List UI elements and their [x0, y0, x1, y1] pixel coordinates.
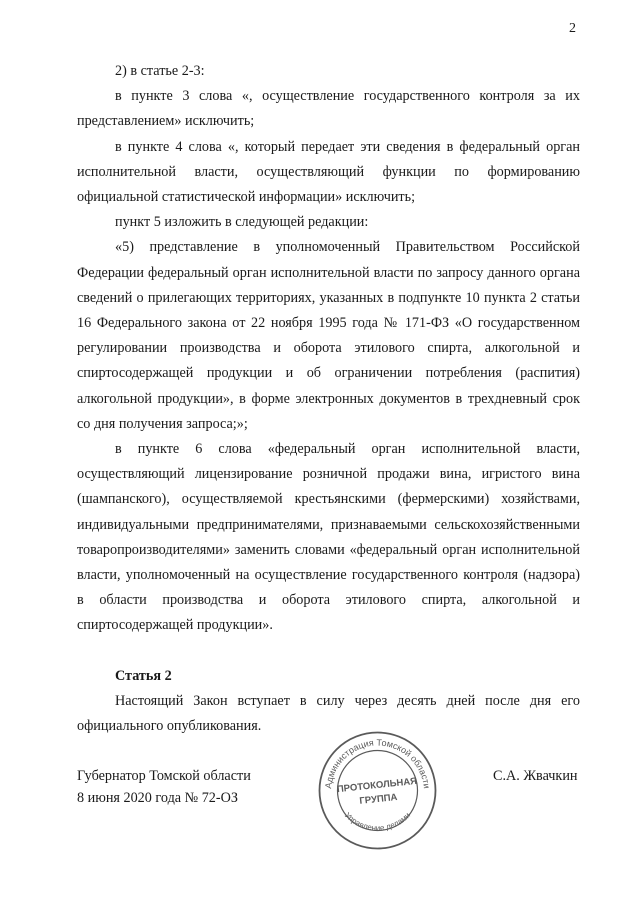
paragraph: в пункте 6 слова «федеральный орган исполнительной власти, осуществляющий лицензирование розничной продажи вина, игристого вина (шампанского), осуществляемой крестьянскими (фермерскими) хозяйствами, индивидуальными предпринимателями, признаваемыми сельскохозяйственными товаропроизводителями» заменить словами «федеральный орган исполнительной власти, уполномоченный на осуществление государственного контроля (надзора) в области производства и оборота этилового спирта, алкогольной и спиртосодержащей продукции». — [77, 441, 580, 634]
article-heading: Статья 2 — [115, 667, 172, 684]
stamp-ring-bottom: Управление делами — [342, 810, 413, 833]
signatory-name: С.А. Жвачкин — [493, 768, 578, 784]
page-number: 2 — [569, 21, 576, 36]
paragraph: «5) представление в уполномоченный Правительством Российской Федерации федеральный орган исполнительной власти по запросу данного органа сведений о прилегающих территориях, указанных в подпункте 10 пункта 2 статьи 16 Федерального закона от 22 ноября 1995 года № 171-ФЗ «О государственном регулировании производства и оборота этилового спирта, алкогольной и спиртосодержащей продукции и об ограничении потребления (распития) алкогольной продукции», в форме электронных документов в трехдневный срок со дня получения запроса;»; — [77, 239, 580, 432]
paragraph: в пункте 3 слова «, осуществление государственного контроля за их представлением» исключить; — [77, 88, 580, 130]
spacer — [77, 639, 580, 664]
stamp-center-line2: ГРУППА — [358, 791, 398, 807]
document-body — [77, 59, 580, 739]
stamp-ring-top: Администрация Томской области — [323, 737, 432, 790]
law-date-number: 8 июня 2020 года № 72-ОЗ — [77, 790, 238, 806]
paragraph: пункт 5 изложить в следующей редакции: — [115, 214, 369, 231]
paragraph: 2) в статье 2-3: — [115, 63, 205, 79]
signatory-title: Губернатор Томской области — [77, 768, 251, 784]
signature-block — [77, 765, 251, 809]
article-text: Настоящий Закон вступает в силу через десять дней после дня его официального опубликования. — [77, 692, 580, 735]
stamp-seal — [315, 728, 440, 853]
paragraph: в пункте 4 слова «, который передает эти сведения в федеральный орган исполнительной власти, осуществляющий функции по формированию официальной статистической информации» исключить; — [77, 138, 580, 206]
stamp-center-line1: ПРОТОКОЛЬНАЯ — [336, 775, 418, 796]
